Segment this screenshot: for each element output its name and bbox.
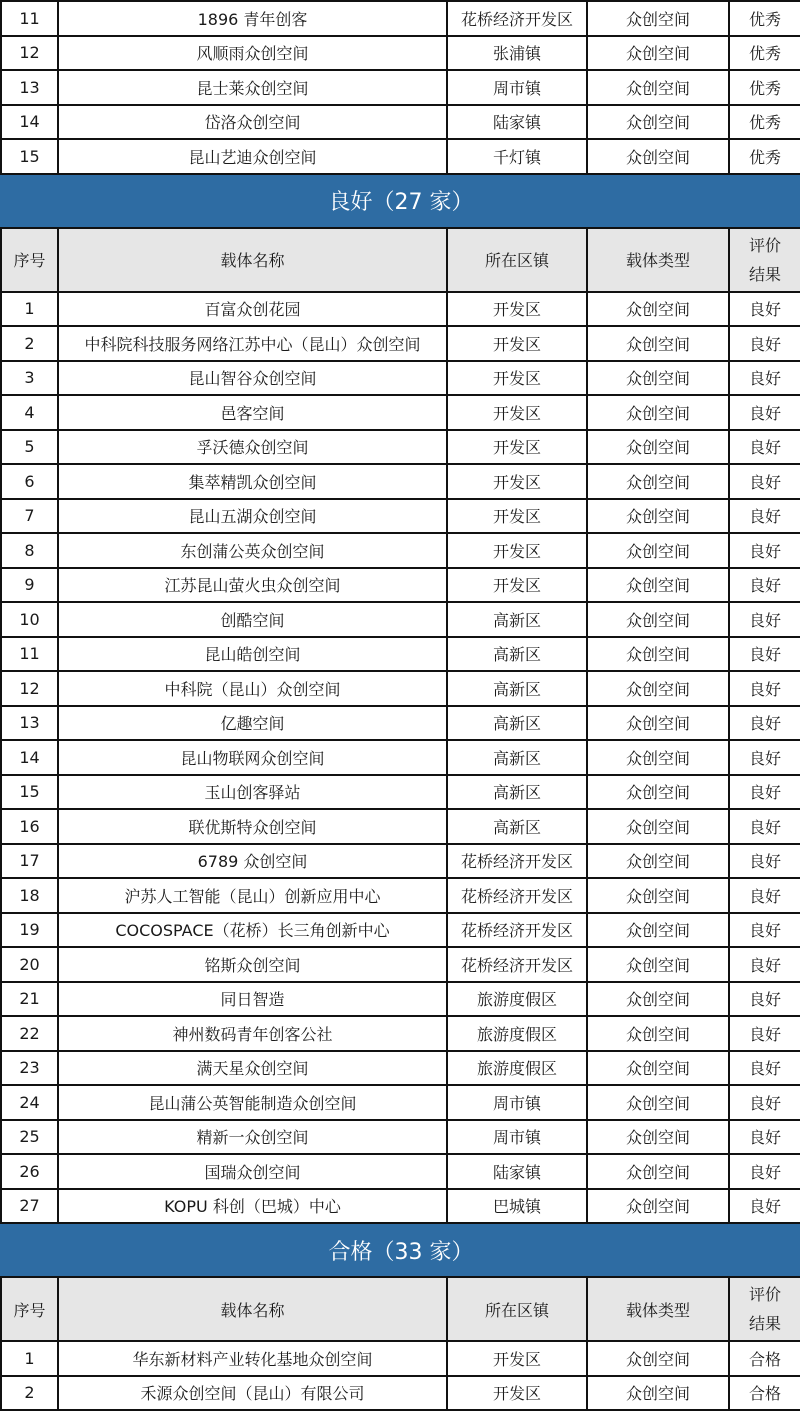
- cell-name: 国瑞众创空间: [58, 1154, 447, 1189]
- cell-town: 旅游度假区: [447, 1016, 587, 1051]
- cell-town: 旅游度假区: [447, 1051, 587, 1086]
- cell-type: 众创空间: [587, 913, 729, 948]
- header-town: 所在区镇: [447, 1277, 587, 1341]
- cell-type: 众创空间: [587, 775, 729, 810]
- cell-town: 开发区: [447, 395, 587, 430]
- cell-type: 众创空间: [587, 1154, 729, 1189]
- header-name: 载体名称: [58, 1277, 447, 1341]
- header-no: 序号: [1, 1277, 58, 1341]
- header-type: 载体类型: [587, 228, 729, 292]
- table-row: [1, 775, 800, 810]
- cell-type: 众创空间: [587, 395, 729, 430]
- cell-town: 开发区: [447, 292, 587, 327]
- cell-type: 众创空间: [587, 1051, 729, 1086]
- cell-result: 良好: [729, 499, 800, 534]
- cell-name: 沪苏人工智能（昆山）创新应用中心: [58, 878, 447, 913]
- cell-town: 千灯镇: [447, 139, 587, 174]
- cell-town: 高新区: [447, 775, 587, 810]
- cell-result: 良好: [729, 326, 800, 361]
- cell-name: 1896 青年创客: [58, 1, 447, 36]
- cell-no: 6: [1, 464, 58, 499]
- cell-name: 邑客空间: [58, 395, 447, 430]
- cell-no: 20: [1, 947, 58, 982]
- cell-name: 创酷空间: [58, 602, 447, 637]
- header-result: [729, 228, 800, 292]
- cell-town: 开发区: [447, 326, 587, 361]
- section-good: [1, 174, 800, 292]
- cell-result: 合格: [729, 1376, 800, 1411]
- cell-no: 17: [1, 844, 58, 879]
- cell-town: 开发区: [447, 430, 587, 465]
- table-row: [1, 982, 800, 1017]
- cell-no: 12: [1, 671, 58, 706]
- cell-type: 众创空间: [587, 326, 729, 361]
- header-result-line2: 结果: [748, 264, 781, 284]
- table-row: [1, 326, 800, 361]
- cell-result: 良好: [729, 740, 800, 775]
- header-no: 序号: [1, 228, 58, 292]
- cell-name: 孚沃德众创空间: [58, 430, 447, 465]
- cell-result: 良好: [729, 982, 800, 1017]
- cell-no: 2: [1, 1376, 58, 1411]
- table-row: [1, 706, 800, 741]
- cell-type: 众创空间: [587, 947, 729, 982]
- table-row: [1, 809, 800, 844]
- cell-name: 中科院科技服务网络江苏中心（昆山）众创空间: [58, 326, 447, 361]
- cell-no: 24: [1, 1085, 58, 1120]
- cell-type: 众创空间: [587, 70, 729, 105]
- excellent-rows: [1, 1, 800, 174]
- cell-town: 高新区: [447, 602, 587, 637]
- header-result-line1: 评价: [748, 1285, 781, 1304]
- section-pass-title: 合格（33 家）: [1, 1223, 800, 1277]
- cell-result: 良好: [729, 878, 800, 913]
- cell-type: 众创空间: [587, 844, 729, 879]
- table-row: [1, 430, 800, 465]
- cell-no: 14: [1, 105, 58, 140]
- pass-rows: [1, 1341, 800, 1410]
- cell-town: 陆家镇: [447, 1154, 587, 1189]
- cell-town: 高新区: [447, 706, 587, 741]
- cell-name: 江苏昆山萤火虫众创空间: [58, 568, 447, 603]
- cell-result: 优秀: [729, 139, 800, 174]
- cell-type: 众创空间: [587, 1341, 729, 1376]
- cell-no: 14: [1, 740, 58, 775]
- cell-type: 众创空间: [587, 637, 729, 672]
- cell-name: 东创蒲公英众创空间: [58, 533, 447, 568]
- table-row: [1, 70, 800, 105]
- cell-result: 良好: [729, 775, 800, 810]
- cell-name: 昆山物联网众创空间: [58, 740, 447, 775]
- cell-no: 13: [1, 70, 58, 105]
- cell-town: 开发区: [447, 568, 587, 603]
- cell-name: 联优斯特众创空间: [58, 809, 447, 844]
- section-good-title: 良好（27 家）: [1, 174, 800, 228]
- table-header: [1, 228, 800, 292]
- cell-type: 众创空间: [587, 361, 729, 396]
- cell-type: 众创空间: [587, 878, 729, 913]
- cell-name: 玉山创客驿站: [58, 775, 447, 810]
- cell-result: 良好: [729, 395, 800, 430]
- cell-result: 优秀: [729, 70, 800, 105]
- cell-name: 同日智造: [58, 982, 447, 1017]
- cell-result: 良好: [729, 1051, 800, 1086]
- cell-result: 良好: [729, 947, 800, 982]
- cell-town: 开发区: [447, 361, 587, 396]
- cell-no: 7: [1, 499, 58, 534]
- table-row: [1, 1, 800, 36]
- cell-type: 众创空间: [587, 36, 729, 71]
- cell-type: 众创空间: [587, 430, 729, 465]
- cell-result: 优秀: [729, 105, 800, 140]
- cell-type: 众创空间: [587, 1, 729, 36]
- header-result: [729, 1277, 800, 1341]
- cell-name: 神州数码青年创客公社: [58, 1016, 447, 1051]
- table-row: [1, 1376, 800, 1411]
- cell-no: 21: [1, 982, 58, 1017]
- cell-result: 良好: [729, 430, 800, 465]
- cell-no: 16: [1, 809, 58, 844]
- table-row: [1, 1051, 800, 1086]
- table-row: [1, 361, 800, 396]
- cell-result: 良好: [729, 706, 800, 741]
- table-row: [1, 139, 800, 174]
- cell-result: 优秀: [729, 1, 800, 36]
- cell-town: 周市镇: [447, 70, 587, 105]
- cell-no: 10: [1, 602, 58, 637]
- table-row: [1, 740, 800, 775]
- cell-type: 众创空间: [587, 533, 729, 568]
- table-row: [1, 913, 800, 948]
- cell-no: 9: [1, 568, 58, 603]
- cell-name: 铭斯众创空间: [58, 947, 447, 982]
- cell-name: 昆山皓创空间: [58, 637, 447, 672]
- cell-no: 12: [1, 36, 58, 71]
- table-row: [1, 878, 800, 913]
- header-town: 所在区镇: [447, 228, 587, 292]
- cell-result: 良好: [729, 568, 800, 603]
- cell-type: 众创空间: [587, 499, 729, 534]
- cell-town: 周市镇: [447, 1085, 587, 1120]
- cell-town: 花桥经济开发区: [447, 913, 587, 948]
- cell-name: 昆山蒲公英智能制造众创空间: [58, 1085, 447, 1120]
- table-row: [1, 1341, 800, 1376]
- cell-result: 良好: [729, 1016, 800, 1051]
- cell-name: 昆山艺迪众创空间: [58, 139, 447, 174]
- cell-result: 良好: [729, 1120, 800, 1155]
- table-row: [1, 568, 800, 603]
- good-rows: [1, 292, 800, 1224]
- cell-name: 6789 众创空间: [58, 844, 447, 879]
- cell-no: 5: [1, 430, 58, 465]
- cell-type: 众创空间: [587, 1085, 729, 1120]
- cell-town: 高新区: [447, 809, 587, 844]
- cell-town: 花桥经济开发区: [447, 1, 587, 36]
- header-result-line2: 结果: [748, 1314, 781, 1333]
- cell-result: 良好: [729, 671, 800, 706]
- cell-town: 高新区: [447, 637, 587, 672]
- cell-result: 合格: [729, 1341, 800, 1376]
- table-row: [1, 1120, 800, 1155]
- cell-type: 众创空间: [587, 139, 729, 174]
- cell-no: 15: [1, 139, 58, 174]
- cell-no: 19: [1, 913, 58, 948]
- cell-type: 众创空间: [587, 568, 729, 603]
- table-header: [1, 1277, 800, 1341]
- cell-no: 11: [1, 1, 58, 36]
- cell-result: 良好: [729, 464, 800, 499]
- cell-town: 开发区: [447, 1341, 587, 1376]
- cell-name: COCOSPACE（花桥）长三角创新中心: [58, 913, 447, 948]
- cell-name: 岱洛众创空间: [58, 105, 447, 140]
- cell-type: 众创空间: [587, 1189, 729, 1224]
- table-row: [1, 671, 800, 706]
- cell-town: 开发区: [447, 499, 587, 534]
- cell-type: 众创空间: [587, 464, 729, 499]
- cell-name: 昆士莱众创空间: [58, 70, 447, 105]
- table-row: [1, 499, 800, 534]
- table-row: [1, 602, 800, 637]
- cell-type: 众创空间: [587, 1376, 729, 1411]
- cell-name: 满天星众创空间: [58, 1051, 447, 1086]
- cell-town: 周市镇: [447, 1120, 587, 1155]
- cell-name: 百富众创花园: [58, 292, 447, 327]
- cell-town: 陆家镇: [447, 105, 587, 140]
- header-type: 载体类型: [587, 1277, 729, 1341]
- cell-town: 花桥经济开发区: [447, 844, 587, 879]
- table-row: [1, 105, 800, 140]
- cell-town: 开发区: [447, 1376, 587, 1411]
- table-row: [1, 292, 800, 327]
- cell-no: 4: [1, 395, 58, 430]
- cell-type: 众创空间: [587, 982, 729, 1017]
- cell-name: 风顺雨众创空间: [58, 36, 447, 71]
- cell-town: 花桥经济开发区: [447, 878, 587, 913]
- cell-no: 11: [1, 637, 58, 672]
- cell-result: 良好: [729, 913, 800, 948]
- cell-town: 花桥经济开发区: [447, 947, 587, 982]
- cell-name: KOPU 科创（巴城）中心: [58, 1189, 447, 1224]
- table-row: [1, 1016, 800, 1051]
- cell-town: 高新区: [447, 671, 587, 706]
- cell-town: 开发区: [447, 464, 587, 499]
- cell-name: 华东新材料产业转化基地众创空间: [58, 1341, 447, 1376]
- table-row: [1, 395, 800, 430]
- table-row: [1, 36, 800, 71]
- cell-result: 良好: [729, 292, 800, 327]
- cell-result: 良好: [729, 1085, 800, 1120]
- cell-name: 禾源众创空间（昆山）有限公司: [58, 1376, 447, 1411]
- cell-type: 众创空间: [587, 740, 729, 775]
- cell-result: 良好: [729, 533, 800, 568]
- cell-town: 巴城镇: [447, 1189, 587, 1224]
- cell-result: 良好: [729, 1154, 800, 1189]
- cell-result: 良好: [729, 844, 800, 879]
- table-row: [1, 533, 800, 568]
- cell-type: 众创空间: [587, 809, 729, 844]
- cell-name: 集萃精凯众创空间: [58, 464, 447, 499]
- cell-no: 8: [1, 533, 58, 568]
- cell-type: 众创空间: [587, 292, 729, 327]
- table-row: [1, 1085, 800, 1120]
- cell-town: 高新区: [447, 740, 587, 775]
- cell-no: 22: [1, 1016, 58, 1051]
- cell-no: 23: [1, 1051, 58, 1086]
- table-row: [1, 1154, 800, 1189]
- cell-no: 18: [1, 878, 58, 913]
- cell-no: 27: [1, 1189, 58, 1224]
- cell-result: 良好: [729, 1189, 800, 1224]
- cell-type: 众创空间: [587, 602, 729, 637]
- cell-result: 优秀: [729, 36, 800, 71]
- table-row: [1, 947, 800, 982]
- cell-result: 良好: [729, 602, 800, 637]
- cell-town: 开发区: [447, 533, 587, 568]
- cell-no: 15: [1, 775, 58, 810]
- table-row: [1, 1189, 800, 1224]
- cell-no: 3: [1, 361, 58, 396]
- cell-type: 众创空间: [587, 105, 729, 140]
- cell-result: 良好: [729, 809, 800, 844]
- cell-type: 众创空间: [587, 1016, 729, 1051]
- cell-name: 昆山智谷众创空间: [58, 361, 447, 396]
- cell-no: 1: [1, 1341, 58, 1376]
- header-name: 载体名称: [58, 228, 447, 292]
- cell-result: 良好: [729, 361, 800, 396]
- cell-name: 中科院（昆山）众创空间: [58, 671, 447, 706]
- cell-town: 张浦镇: [447, 36, 587, 71]
- table-row: [1, 637, 800, 672]
- cell-name: 昆山五湖众创空间: [58, 499, 447, 534]
- cell-name: 精新一众创空间: [58, 1120, 447, 1155]
- cell-type: 众创空间: [587, 706, 729, 741]
- table-row: [1, 464, 800, 499]
- cell-type: 众创空间: [587, 671, 729, 706]
- cell-no: 26: [1, 1154, 58, 1189]
- header-result-line1: 评价: [748, 235, 781, 255]
- table-row: [1, 844, 800, 879]
- cell-no: 13: [1, 706, 58, 741]
- section-pass: [1, 1223, 800, 1341]
- cell-no: 1: [1, 292, 58, 327]
- cell-name: 亿趣空间: [58, 706, 447, 741]
- cell-no: 25: [1, 1120, 58, 1155]
- cell-type: 众创空间: [587, 1120, 729, 1155]
- cell-no: 2: [1, 326, 58, 361]
- cell-town: 旅游度假区: [447, 982, 587, 1017]
- cell-result: 良好: [729, 637, 800, 672]
